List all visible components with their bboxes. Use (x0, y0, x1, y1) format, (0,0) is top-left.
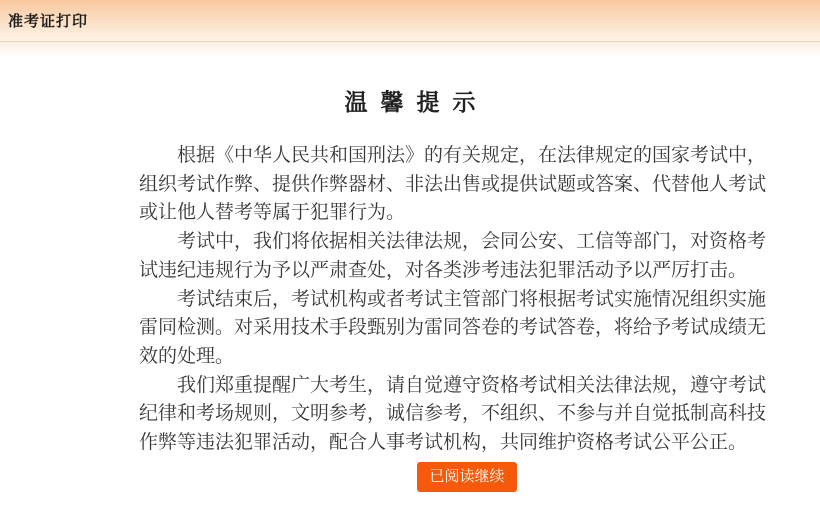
notice-line: 效的处理。 (139, 345, 235, 367)
notice-title: 温馨提示 (344, 90, 489, 115)
read-continue-button[interactable]: 已阅读继续 (417, 462, 517, 492)
header-divider (0, 42, 820, 58)
notice-line: 雷同检测。对采用技术手段甄别为雷同答卷的考试答卷，将给予考试成绩无 (139, 317, 767, 339)
notice-line: 或让他人替考等属于犯罪行为。 (139, 202, 406, 224)
notice-line: 组织考试作弊、提供作弊器材、非法出售或提供试题或答案、代替他人考试 (139, 173, 767, 195)
notice-line: 考试结束后，考试机构或者考试主管部门将根据考试实施情况组织实施 (177, 288, 767, 310)
notice-line: 根据《中华人民共和国刑法》的有关规定，在法律规定的国家考试中， (177, 145, 767, 166)
page-title: 准考证打印 (8, 13, 89, 30)
page-header (0, 0, 820, 42)
button-row (139, 462, 795, 492)
notice-body (139, 142, 795, 458)
notice-line: 我们郑重提醒广大考生，请自觉遵守资格考试相关法律法规，遵守考试 (177, 374, 767, 396)
notice-line: 纪律和考场规则，文明参考，诚信参考，不组织、不参与并自觉抵制高科技 (139, 403, 767, 425)
notice-line: 考试中，我们将依据相关法律法规，会同公安、工信等部门，对资格考 (177, 231, 767, 253)
notice-line: 作弊等违法犯罪活动，配合人事考试机构，共同维护资格考试公平公正。 (139, 432, 748, 454)
notice-line: 试违纪违规行为予以严肃查处，对各类涉考违法犯罪活动予以严厉打击。 (139, 259, 748, 281)
